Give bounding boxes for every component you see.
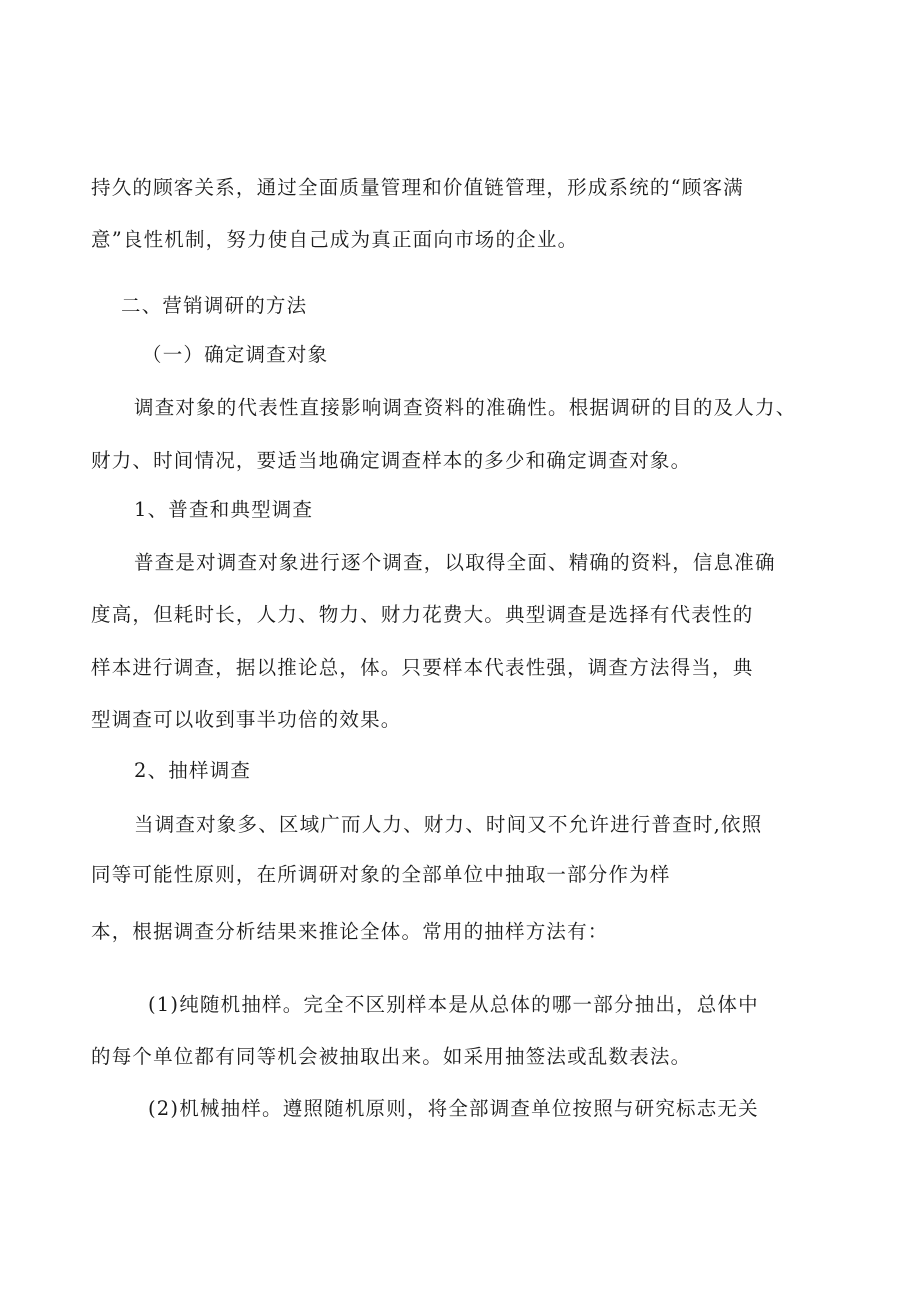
body-text-line: 普查是对调查对象进行逐个调查，以取得全面、精确的资料，信息准确: [134, 551, 776, 574]
body-text-line: 当调查对象多、区域广而人力、财力、时间又不允许进行普查时,依照: [134, 813, 763, 836]
body-text-line: (2)机械抽样。遵照随机原则，将全部调查单位按照与研究标志无关: [148, 1097, 759, 1120]
body-text-line: 意”良性机制，努力使自己成为真正面向市场的企业。: [91, 228, 579, 251]
body-text-line: 度高，但耗时长，人力、物力、财力花费大。典型调查是选择有代表性的: [91, 603, 754, 626]
body-text-line: (1)纯随机抽样。完全不区别样本是从总体的哪一部分抽出，总体中: [148, 993, 759, 1016]
body-text-line: 本，根据调查分析结果来推论全体。常用的抽样方法有：: [91, 920, 609, 943]
body-text-line: 样本进行调查，据以推论总，体。只要样本代表性强，调查方法得当，典: [91, 656, 754, 679]
body-text-line: 财力、时间情况，要适当地确定调查样本的多少和确定调查对象。: [91, 449, 692, 472]
subsection-heading: （一）确定调查对象: [142, 343, 329, 366]
item-heading: 2、抽样调查: [134, 759, 252, 782]
section-heading: 二、营销调研的方法: [121, 294, 308, 317]
body-text-line: 同等可能性原则，在所调研对象的全部单位中抽取一部分作为样: [91, 863, 671, 886]
body-text-line: 型调查可以收到事半功倍的效果。: [91, 708, 402, 731]
body-text-line: 的每个单位都有同等机会被抽取出来。如采用抽签法或乱数表法。: [91, 1045, 692, 1068]
item-heading: 1、普查和典型调查: [134, 498, 314, 521]
body-text-line: 持久的顾客关系，通过全面质量管理和价值链管理，形成系统的“顾客满: [91, 176, 744, 199]
body-text-line: 调查对象的代表性直接影响调查资料的准确性。根据调研的目的及人力、: [134, 396, 797, 419]
